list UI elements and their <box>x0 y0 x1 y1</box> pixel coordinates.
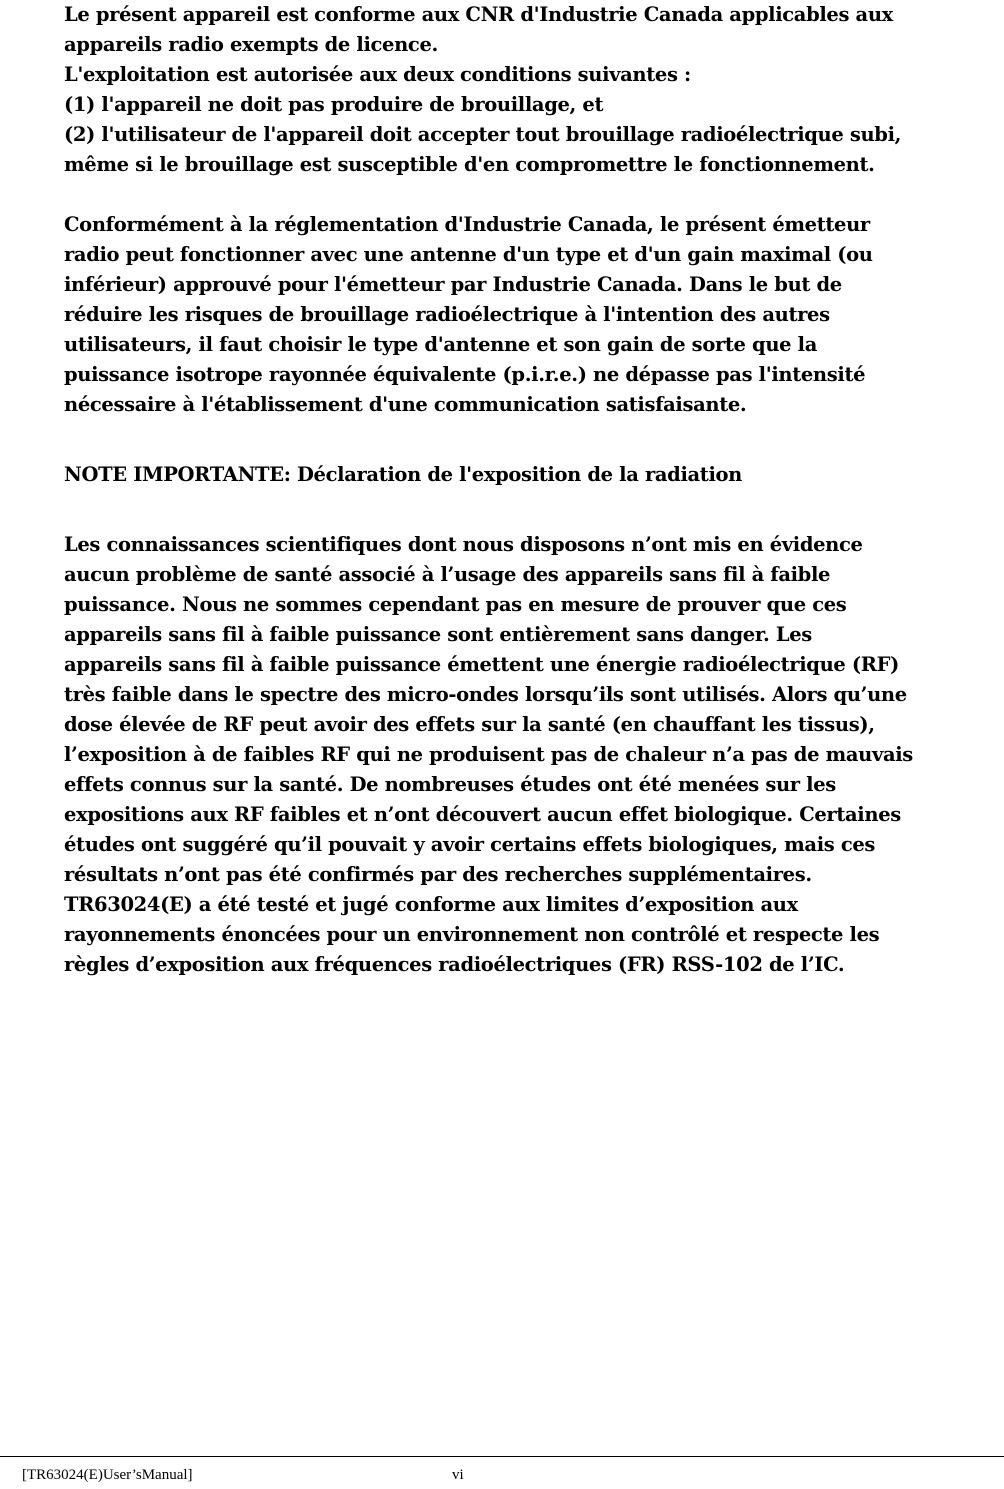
text-line: l’exposition à de faibles RF qui ne produisent pas de chaleur n’a pas de mauvais <box>64 743 913 766</box>
text-line: puissance isotrope rayonnée équivalente (p.i.r.e.) ne dépasse pas l'intensité <box>64 363 866 386</box>
text-line: études ont suggéré qu’il pouvait y avoir certains effets biologiques, mais ces <box>64 833 876 856</box>
footer-page-number: vi <box>452 1467 464 1483</box>
text-line: (2) l'utilisateur de l'appareil doit accepter tout brouillage radioélectrique subi, <box>64 123 902 146</box>
text-line: puissance. Nous ne sommes cependant pas en mesure de prouver que ces <box>64 593 847 616</box>
paragraph-spacer <box>64 420 994 460</box>
text-line: expositions aux RF faibles et n’ont découvert aucun effet biologique. Certaines <box>64 803 901 826</box>
text-line: Le présent appareil est conforme aux CNR d'Industrie Canada applicables aux <box>64 3 893 26</box>
footer-manual-title: [TR63024(E)User’sManual] <box>22 1467 193 1483</box>
text-line: appareils sans fil à faible puissance émettent une énergie radioélectrique (RF) <box>64 653 899 676</box>
text-line: radio peut fonctionner avec une antenne d'un type et d'un gain maximal (ou <box>64 243 873 266</box>
text-line: réduire les risques de brouillage radioélectrique à l'intention des autres <box>64 303 830 326</box>
text-line: Conformément à la réglementation d'Industrie Canada, le présent émetteur <box>64 213 870 236</box>
note-heading: NOTE IMPORTANTE: Déclaration de l'exposition de la radiation <box>64 463 742 486</box>
text-line: (1) l'appareil ne doit pas produire de brouillage, et <box>64 93 604 116</box>
paragraph-spacer <box>64 180 994 210</box>
text-line: appareils sans fil à faible puissance sont entièrement sans danger. Les <box>64 623 812 646</box>
paragraph-spacer <box>64 490 994 530</box>
text-line: utilisateurs, il faut choisir le type d'antenne et son gain de sorte que la <box>64 333 817 356</box>
canada-compliance-paragraph <box>64 0 994 180</box>
text-line: inférieur) approuvé pour l'émetteur par Industrie Canada. Dans le but de <box>64 273 842 296</box>
text-line: dose élevée de RF peut avoir des effets sur la santé (en chauffant les tissus), <box>64 713 875 736</box>
text-line: effets connus sur la santé. De nombreuses études ont été menées sur les <box>64 773 836 796</box>
text-line: résultats n’ont pas été confirmés par des recherches supplémentaires. <box>64 863 812 886</box>
radiation-exposure-paragraph <box>64 530 994 980</box>
text-line: TR63024(E) a été testé et jugé conforme aux limites d’exposition aux <box>64 893 798 916</box>
text-line: appareils radio exempts de licence. <box>64 33 438 56</box>
page-content <box>64 0 994 980</box>
antenna-paragraph <box>64 210 994 420</box>
text-line: règles d’exposition aux fréquences radioélectriques (FR) RSS-102 de l’IC. <box>64 953 845 976</box>
text-line: rayonnements énoncées pour un environnement non contrôlé et respecte les <box>64 923 880 946</box>
text-line: Les connaissances scientifiques dont nous disposons n’ont mis en évidence <box>64 533 863 556</box>
footer-divider <box>0 1456 1004 1457</box>
text-line: même si le brouillage est susceptible d'en compromettre le fonctionnement. <box>64 153 875 176</box>
text-line: nécessaire à l'établissement d'une communication satisfaisante. <box>64 393 747 416</box>
text-line: aucun problème de santé associé à l’usage des appareils sans fil à faible <box>64 563 831 586</box>
text-line: L'exploitation est autorisée aux deux conditions suivantes : <box>64 63 691 86</box>
text-line: très faible dans le spectre des micro-ondes lorsqu’ils sont utilisés. Alors qu’une <box>64 683 907 706</box>
